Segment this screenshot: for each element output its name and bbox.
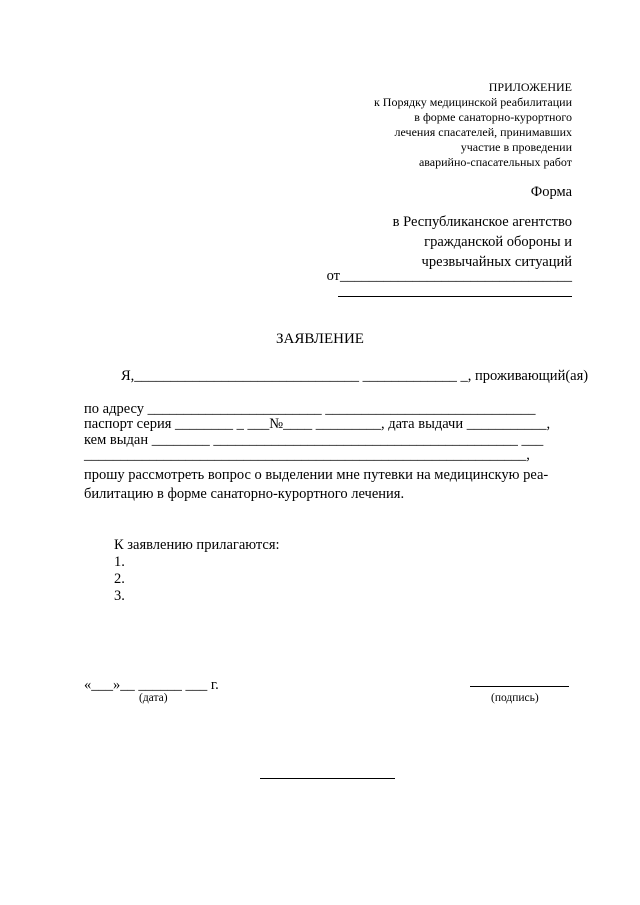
form-label: Форма (530, 184, 572, 200)
signature-caption: (подпись) (491, 692, 539, 704)
appendix-line: участие в проведении (460, 140, 572, 154)
attachments-heading: К заявлению прилагаются: (114, 537, 280, 553)
from-second-line (338, 296, 572, 297)
document-title: ЗАЯВЛЕНИЕ (276, 331, 364, 347)
attachment-item: 1. (114, 554, 125, 570)
attachment-item: 3. (114, 588, 125, 604)
addressee-line: в Республиканское агентство (392, 214, 572, 230)
request-line: прошу рассмотреть вопрос о выделении мне путевки на медицинскую реа- (84, 467, 549, 483)
addressee-line: гражданской обороны и (424, 234, 572, 250)
date-caption: (дата) (139, 692, 168, 704)
addressee-line: чрезвычайных ситуаций (421, 254, 572, 270)
signature-line (470, 686, 569, 687)
date-field: «___»__ ______ ___ г. (84, 677, 219, 693)
address-line: по адресу ________________________ _____________________________ (84, 401, 536, 417)
issued-by-line: кем выдан ________ __________________________________________ ___ (84, 432, 544, 448)
from-field: от________________________________ (326, 268, 572, 284)
attachment-item: 2. (114, 571, 125, 587)
footer-line (260, 778, 395, 779)
appendix-line: лечения спасателей, принимавших (394, 125, 572, 139)
appendix-line: к Порядку медицинской реабилитации (373, 95, 572, 109)
blank-line: _____________________________________________________________, (84, 447, 530, 463)
passport-line: паспорт серия ________ _ ___№____ _________, дата выдачи ___________, (84, 416, 551, 432)
applicant-line: Я,_______________________________ _____________ _, проживающий(ая) (121, 368, 589, 384)
appendix-heading: ПРИЛОЖЕНИЕ (488, 80, 572, 94)
appendix-line: аварийно-спасательных работ (418, 155, 572, 169)
appendix-line: в форме санаторно-курортного (414, 110, 572, 124)
request-line: билитацию в форме санаторно-курортного лечения. (84, 486, 405, 502)
